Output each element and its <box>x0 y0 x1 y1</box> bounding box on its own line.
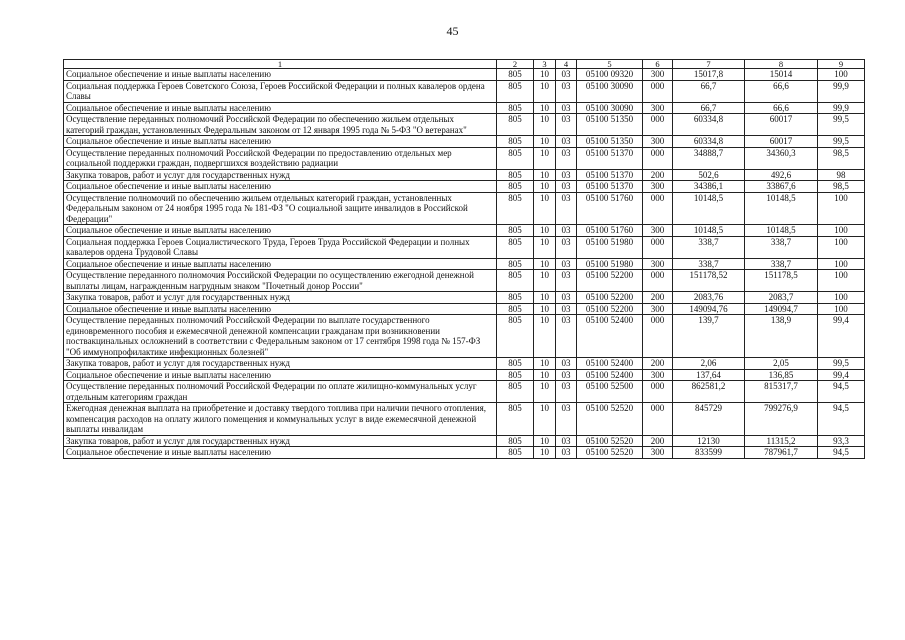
table-row <box>64 80 865 102</box>
expense-name: Осуществление переданных полномочий Российской Федерации по выплате государственного единовременного пособия и ежемесячной денежной компенсации гражданам при возникновении поствакцинальных осложнений в соответствии с Федеральным законом от 17 сентября 1998 года № 157-ФЗ "Об иммунопрофилактике инфекционных болезней" <box>64 315 497 358</box>
subsection-code: 03 <box>556 303 577 315</box>
actual-amount: 15014 <box>745 69 818 81</box>
planned-amount: 862581,2 <box>673 381 745 403</box>
subsection-code: 03 <box>556 169 577 181</box>
execution-percent: 94,5 <box>818 447 865 459</box>
section-code: 10 <box>534 270 556 292</box>
expense-name: Социальная поддержка Героев Советского Союза, Героев Российской Федерации и полных кавалеров ордена Славы <box>64 80 497 102</box>
ministry-code: 805 <box>497 381 534 403</box>
target-article-code: 05100 51760 <box>577 192 643 225</box>
actual-amount: 338,7 <box>745 236 818 258</box>
ministry-code: 805 <box>497 192 534 225</box>
ministry-code: 805 <box>497 102 534 114</box>
target-article-code: 05100 52520 <box>577 403 643 436</box>
expense-type-code: 300 <box>643 136 673 148</box>
expense-type-code: 200 <box>643 292 673 304</box>
planned-amount: 137,64 <box>673 369 745 381</box>
execution-percent: 100 <box>818 270 865 292</box>
execution-percent: 94,5 <box>818 403 865 436</box>
subsection-code: 03 <box>556 315 577 358</box>
table-row <box>64 181 865 193</box>
target-article-code: 05100 51980 <box>577 236 643 258</box>
planned-amount: 34386,1 <box>673 181 745 193</box>
table-row <box>64 403 865 436</box>
actual-amount: 787961,7 <box>745 447 818 459</box>
actual-amount: 492,6 <box>745 169 818 181</box>
section-code: 10 <box>534 114 556 136</box>
section-code: 10 <box>534 169 556 181</box>
actual-amount: 138,9 <box>745 315 818 358</box>
section-code: 10 <box>534 403 556 436</box>
subsection-code: 03 <box>556 369 577 381</box>
expense-name: Социальное обеспечение и иные выплаты населению <box>64 69 497 81</box>
target-article-code: 05100 51350 <box>577 114 643 136</box>
subsection-code: 03 <box>556 381 577 403</box>
execution-percent: 100 <box>818 69 865 81</box>
table-row <box>64 381 865 403</box>
expense-name: Социальное обеспечение и иные выплаты населению <box>64 225 497 237</box>
target-article-code: 05100 51370 <box>577 169 643 181</box>
expense-type-code: 000 <box>643 315 673 358</box>
table-row <box>64 236 865 258</box>
section-code: 10 <box>534 369 556 381</box>
actual-amount: 66,6 <box>745 102 818 114</box>
expense-type-code: 000 <box>643 192 673 225</box>
execution-percent: 98 <box>818 169 865 181</box>
execution-percent: 100 <box>818 225 865 237</box>
target-article-code: 05100 51760 <box>577 225 643 237</box>
column-header: 1 <box>64 60 497 69</box>
expense-name: Социальное обеспечение и иные выплаты населению <box>64 258 497 270</box>
execution-percent: 100 <box>818 236 865 258</box>
expense-name: Социальное обеспечение и иные выплаты населению <box>64 181 497 193</box>
ministry-code: 805 <box>497 270 534 292</box>
table-row <box>64 358 865 370</box>
table-row <box>64 447 865 459</box>
column-header: 3 <box>534 60 556 69</box>
planned-amount: 60334,8 <box>673 136 745 148</box>
execution-percent: 99,5 <box>818 114 865 136</box>
ministry-code: 805 <box>497 236 534 258</box>
actual-amount: 2083,7 <box>745 292 818 304</box>
execution-percent: 99,9 <box>818 102 865 114</box>
budget-table <box>63 59 865 459</box>
section-code: 10 <box>534 292 556 304</box>
expense-name: Социальное обеспечение и иные выплаты населению <box>64 447 497 459</box>
expense-type-code: 000 <box>643 147 673 169</box>
subsection-code: 03 <box>556 80 577 102</box>
expense-type-code: 300 <box>643 447 673 459</box>
column-header: 7 <box>673 60 745 69</box>
section-code: 10 <box>534 258 556 270</box>
actual-amount: 136,85 <box>745 369 818 381</box>
expense-name: Осуществление полномочий по обеспечению жильем отдельных категорий граждан, установленных Федеральным законом от 24 ноября 1995 года № 181-ФЗ "О социальной защите инвалидов в Российской Федерации" <box>64 192 497 225</box>
expense-type-code: 200 <box>643 435 673 447</box>
subsection-code: 03 <box>556 292 577 304</box>
section-code: 10 <box>534 315 556 358</box>
target-article-code: 05100 51370 <box>577 181 643 193</box>
planned-amount: 149094,76 <box>673 303 745 315</box>
table-row <box>64 435 865 447</box>
column-header: 4 <box>556 60 577 69</box>
actual-amount: 149094,7 <box>745 303 818 315</box>
subsection-code: 03 <box>556 403 577 436</box>
actual-amount: 10148,5 <box>745 192 818 225</box>
subsection-code: 03 <box>556 447 577 459</box>
table-row <box>64 225 865 237</box>
ministry-code: 805 <box>497 435 534 447</box>
planned-amount: 151178,52 <box>673 270 745 292</box>
actual-amount: 151178,5 <box>745 270 818 292</box>
expense-name: Ежегодная денежная выплата на приобретение и доставку твердого топлива при наличии печного отопления, компенсация расходов на оплату жилого помещения и коммунальных услуг в виде ежемесячной денежной выплаты инвалидам <box>64 403 497 436</box>
table-row <box>64 270 865 292</box>
ministry-code: 805 <box>497 447 534 459</box>
ministry-code: 805 <box>497 114 534 136</box>
expense-name: Закупка товаров, работ и услуг для государственных нужд <box>64 358 497 370</box>
planned-amount: 833599 <box>673 447 745 459</box>
actual-amount: 66,6 <box>745 80 818 102</box>
column-header: 8 <box>745 60 818 69</box>
section-code: 10 <box>534 102 556 114</box>
execution-percent: 99,5 <box>818 136 865 148</box>
expense-type-code: 000 <box>643 114 673 136</box>
target-article-code: 05100 30090 <box>577 80 643 102</box>
subsection-code: 03 <box>556 192 577 225</box>
target-article-code: 05100 51980 <box>577 258 643 270</box>
section-code: 10 <box>534 80 556 102</box>
planned-amount: 10148,5 <box>673 225 745 237</box>
expense-name: Социальное обеспечение и иные выплаты населению <box>64 136 497 148</box>
expense-type-code: 300 <box>643 225 673 237</box>
actual-amount: 815317,7 <box>745 381 818 403</box>
section-code: 10 <box>534 435 556 447</box>
expense-type-code: 300 <box>643 258 673 270</box>
planned-amount: 10148,5 <box>673 192 745 225</box>
execution-percent: 98,5 <box>818 147 865 169</box>
execution-percent: 99,9 <box>818 80 865 102</box>
expense-name: Закупка товаров, работ и услуг для государственных нужд <box>64 169 497 181</box>
target-article-code: 05100 52520 <box>577 435 643 447</box>
table-row <box>64 292 865 304</box>
section-code: 10 <box>534 358 556 370</box>
table-row <box>64 102 865 114</box>
expense-type-code: 300 <box>643 102 673 114</box>
subsection-code: 03 <box>556 236 577 258</box>
subsection-code: 03 <box>556 147 577 169</box>
ministry-code: 805 <box>497 169 534 181</box>
ministry-code: 805 <box>497 181 534 193</box>
actual-amount: 799276,9 <box>745 403 818 436</box>
planned-amount: 66,7 <box>673 102 745 114</box>
planned-amount: 15017,8 <box>673 69 745 81</box>
section-code: 10 <box>534 381 556 403</box>
target-article-code: 05100 51370 <box>577 147 643 169</box>
section-code: 10 <box>534 136 556 148</box>
ministry-code: 805 <box>497 303 534 315</box>
execution-percent: 98,5 <box>818 181 865 193</box>
expense-name: Социальное обеспечение и иные выплаты населению <box>64 303 497 315</box>
target-article-code: 05100 52200 <box>577 303 643 315</box>
expense-name: Осуществление переданных полномочий Российской Федерации по предоставлению отдельных мер социальной поддержки граждан, подвергшихся воздействию радиации <box>64 147 497 169</box>
table-row <box>64 69 865 81</box>
execution-percent: 100 <box>818 258 865 270</box>
subsection-code: 03 <box>556 114 577 136</box>
section-code: 10 <box>534 192 556 225</box>
table-row <box>64 303 865 315</box>
expense-name: Осуществление переданных полномочий Российской Федерации по обеспечению жильем отдельных категорий граждан, установленных Федеральным законом от 12 января 1995 года № 5-ФЗ "О ветеранах" <box>64 114 497 136</box>
table-row <box>64 136 865 148</box>
target-article-code: 05100 30090 <box>577 102 643 114</box>
table-row <box>64 169 865 181</box>
section-code: 10 <box>534 225 556 237</box>
ministry-code: 805 <box>497 369 534 381</box>
execution-percent: 99,4 <box>818 369 865 381</box>
subsection-code: 03 <box>556 136 577 148</box>
expense-type-code: 200 <box>643 358 673 370</box>
planned-amount: 12130 <box>673 435 745 447</box>
ministry-code: 805 <box>497 292 534 304</box>
planned-amount: 502,6 <box>673 169 745 181</box>
target-article-code: 05100 52400 <box>577 369 643 381</box>
column-header: 2 <box>497 60 534 69</box>
ministry-code: 805 <box>497 315 534 358</box>
target-article-code: 05100 52200 <box>577 270 643 292</box>
execution-percent: 100 <box>818 303 865 315</box>
expense-name: Осуществление переданных полномочий Российской Федерации по оплате жилищно-коммунальных услуг отдельным категориям граждан <box>64 381 497 403</box>
target-article-code: 05100 52200 <box>577 292 643 304</box>
target-article-code: 05100 52400 <box>577 358 643 370</box>
planned-amount: 34888,7 <box>673 147 745 169</box>
subsection-code: 03 <box>556 225 577 237</box>
expense-type-code: 000 <box>643 80 673 102</box>
page-number: 45 <box>446 24 459 38</box>
expense-name: Социальное обеспечение и иные выплаты населению <box>64 102 497 114</box>
target-article-code: 05100 51350 <box>577 136 643 148</box>
ministry-code: 805 <box>497 403 534 436</box>
expense-name: Закупка товаров, работ и услуг для государственных нужд <box>64 292 497 304</box>
planned-amount: 139,7 <box>673 315 745 358</box>
expense-name: Социальная поддержка Героев Социалистического Труда, Героев Труда Российской Федерации и полных кавалеров ордена Трудовой Славы <box>64 236 497 258</box>
target-article-code: 05100 09320 <box>577 69 643 81</box>
section-code: 10 <box>534 147 556 169</box>
column-header: 6 <box>643 60 673 69</box>
expense-type-code: 300 <box>643 181 673 193</box>
actual-amount: 60017 <box>745 114 818 136</box>
actual-amount: 11315,2 <box>745 435 818 447</box>
section-code: 10 <box>534 303 556 315</box>
actual-amount: 60017 <box>745 136 818 148</box>
planned-amount: 338,7 <box>673 258 745 270</box>
section-code: 10 <box>534 69 556 81</box>
expense-type-code: 200 <box>643 169 673 181</box>
column-header: 9 <box>818 60 865 69</box>
execution-percent: 99,4 <box>818 315 865 358</box>
execution-percent: 100 <box>818 292 865 304</box>
expense-type-code: 000 <box>643 236 673 258</box>
subsection-code: 03 <box>556 181 577 193</box>
table-row <box>64 258 865 270</box>
planned-amount: 845729 <box>673 403 745 436</box>
actual-amount: 2,05 <box>745 358 818 370</box>
table-row <box>64 114 865 136</box>
planned-amount: 60334,8 <box>673 114 745 136</box>
target-article-code: 05100 52500 <box>577 381 643 403</box>
subsection-code: 03 <box>556 258 577 270</box>
execution-percent: 99,5 <box>818 358 865 370</box>
expense-type-code: 300 <box>643 369 673 381</box>
subsection-code: 03 <box>556 69 577 81</box>
expense-type-code: 000 <box>643 270 673 292</box>
target-article-code: 05100 52400 <box>577 315 643 358</box>
expense-type-code: 300 <box>643 303 673 315</box>
expense-name: Социальное обеспечение и иные выплаты населению <box>64 369 497 381</box>
expense-type-code: 000 <box>643 403 673 436</box>
expense-type-code: 300 <box>643 69 673 81</box>
section-code: 10 <box>534 181 556 193</box>
table-row <box>64 315 865 358</box>
table-row <box>64 147 865 169</box>
actual-amount: 10148,5 <box>745 225 818 237</box>
subsection-code: 03 <box>556 435 577 447</box>
expense-type-code: 000 <box>643 381 673 403</box>
header-row <box>64 60 865 69</box>
ministry-code: 805 <box>497 80 534 102</box>
execution-percent: 93,3 <box>818 435 865 447</box>
execution-percent: 100 <box>818 192 865 225</box>
ministry-code: 805 <box>497 136 534 148</box>
ministry-code: 805 <box>497 225 534 237</box>
actual-amount: 338,7 <box>745 258 818 270</box>
planned-amount: 338,7 <box>673 236 745 258</box>
section-code: 10 <box>534 447 556 459</box>
expense-name: Осуществление переданного полномочия Российской Федерации по осуществлению ежегодной денежной выплаты лицам, награжденным нагрудным знаком "Почетный донор России" <box>64 270 497 292</box>
ministry-code: 805 <box>497 147 534 169</box>
ministry-code: 805 <box>497 358 534 370</box>
ministry-code: 805 <box>497 258 534 270</box>
section-code: 10 <box>534 236 556 258</box>
actual-amount: 34360,3 <box>745 147 818 169</box>
planned-amount: 2083,76 <box>673 292 745 304</box>
actual-amount: 33867,6 <box>745 181 818 193</box>
column-header: 5 <box>577 60 643 69</box>
expense-name: Закупка товаров, работ и услуг для государственных нужд <box>64 435 497 447</box>
subsection-code: 03 <box>556 102 577 114</box>
planned-amount: 2,06 <box>673 358 745 370</box>
subsection-code: 03 <box>556 270 577 292</box>
table-row <box>64 369 865 381</box>
ministry-code: 805 <box>497 69 534 81</box>
planned-amount: 66,7 <box>673 80 745 102</box>
subsection-code: 03 <box>556 358 577 370</box>
target-article-code: 05100 52520 <box>577 447 643 459</box>
table-row <box>64 192 865 225</box>
execution-percent: 94,5 <box>818 381 865 403</box>
